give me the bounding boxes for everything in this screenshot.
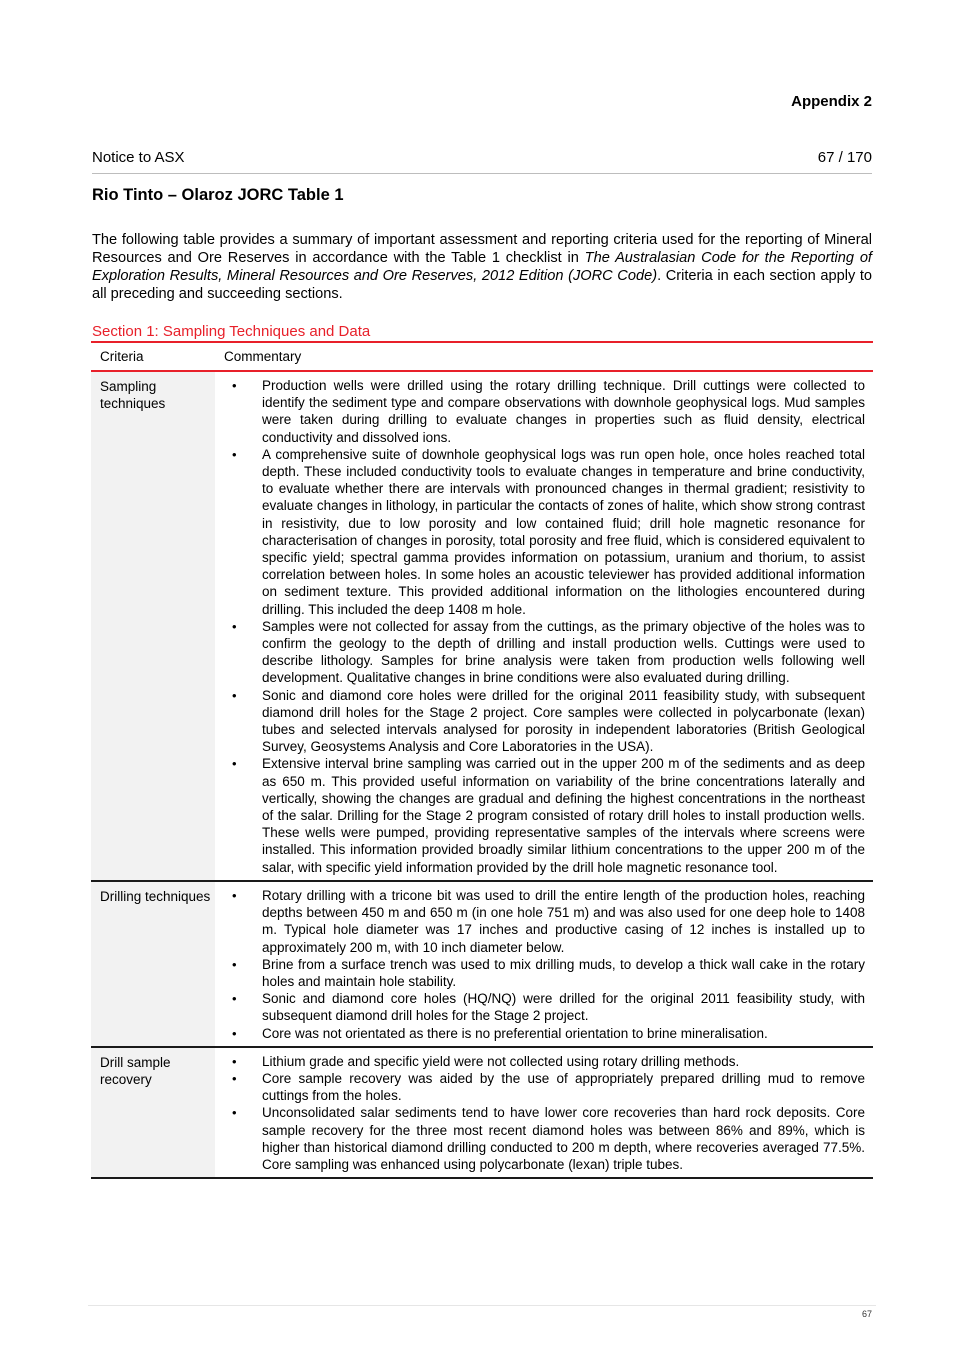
- header-divider: [92, 173, 872, 174]
- bullet-item: • Core sample recovery was aided by the use of appropriately prepared drilling mud to remove cuttings from the holes.: [215, 1070, 865, 1104]
- bullet-item: • Lithium grade and specific yield were not collected using rotary drilling methods.: [215, 1053, 865, 1070]
- bullet-item: • Core was not orientated as there is no preferential orientation to brine mineralisation.: [215, 1025, 865, 1042]
- table-row-drill-sample-recovery: [91, 1048, 873, 1179]
- bullet-item: • Unconsolidated salar sediments tend to have lower core recoveries than hard rock deposits. Core sample recovery for the three most recent diamond holes was between 86% and 89%, which is higher than historical diamond drilling conducted to 200 m depth, where recoveries averaged 77.5%. Core sampling was enhanced using polycarbonate (lexan) triple tubes.: [215, 1104, 865, 1173]
- table-row-drilling-techniques: [91, 882, 873, 1048]
- bullet-item: • Rotary drilling with a tricone bit was used to drill the entire length of the production holes, reaching depths between 450 m and 650 m (in one hole 751 m) and was also used for one deep hole to 1408 m. Typical hole diameter was 17 inches and productive casing of 12 inches is installed up to approximately 200 m, with 10 inch diameter below.: [215, 887, 865, 956]
- header-criteria: Criteria: [100, 349, 144, 364]
- criteria-table: [91, 341, 873, 1179]
- criteria-cell: Sampling techniques: [91, 372, 215, 880]
- header-notice: Notice to ASX: [92, 149, 185, 166]
- criteria-cell: Drilling techniques: [91, 882, 215, 1046]
- intro-text-2: . Criteria in each section apply to all preceding and succeeding sections.: [92, 268, 873, 302]
- intro-code-title: The Australasian Code for the Reporting of Exploration Results, Mineral Resources and Ore Reserves, 2012 Edition (JORC Code): [92, 250, 872, 284]
- section-title: Section 1: Sampling Techniques and Data: [92, 323, 371, 340]
- footer-divider: [88, 1305, 876, 1306]
- intro-paragraph: [92, 231, 872, 303]
- criteria-cell: Drill sample recovery: [91, 1048, 215, 1177]
- intro-text-1: The following table provides a summary of important assessment and reporting criteria used for the reporting of Mineral Resources and Ore Reserves in accordance with the Table 1 checklist in: [92, 232, 872, 266]
- bullet-item: • Sonic and diamond core holes (HQ/NQ) were drilled for the original 2011 feasibility study, with subsequent diamond drill holes for the Stage 2 project.: [215, 990, 865, 1024]
- header-page-count: 67 / 170: [817, 149, 872, 166]
- bullet-item: • Production wells were drilled using the rotary drilling technique. Drill cuttings were collected to identify the sediment type and compare observations with downhole geophysical logs. Mud samples were taken during drilling to evaluate changes in properties such as fluid density, electrical conductivity and dissolved ions.: [215, 377, 865, 446]
- bullet-item: • A comprehensive suite of downhole geophysical logs was run open hole, once holes reached total depth. These included conductivity tools to evaluate changes in temperature and brine conductivity, to evaluate whether there are intervals with pronounced changes in thermal gradient; resistivity to evaluate changes in lithology, in particular the contacts of zones of halite, which show strong contrast in resistivity, due to low porosity and low contained fluid; drill hole magnetic resonance for characterisation of changes in porosity, total porosity and free fluid, which is considered equivalent to specific yield; spectral gamma provides information on potassium, uranium and thorium, to assist correlation between holes. In some holes an acoustic televiewer has provided additional information on sediment texture. This provided additional information on the lithologies encountered during drilling. This included the deep 1408 m hole.: [215, 446, 865, 618]
- commentary-cell: [215, 882, 873, 1046]
- commentary-cell: [215, 1048, 873, 1177]
- appendix-label: Appendix 2: [791, 93, 872, 110]
- table-header: [91, 343, 873, 372]
- bullet-item: • Sonic and diamond core holes were drilled for the original 2011 feasibility study, with subsequent diamond drill holes for the Stage 2 project. Core samples were collected in polycarbonate (lexan) tubes and selected intervals analysed for porosity in independent laboratories (British Geological Survey, Geosystems Analysis and Core Laboratories in the USA).: [215, 687, 865, 756]
- header-commentary: Commentary: [224, 349, 302, 364]
- bullet-item: • Samples were not collected for assay from the cuttings, as the primary objective of the holes was to confirm the geology to the depth of drilling and install production wells. Cuttings were used to describe lithology. Samples for brine analysis were taken from production wells following well development. Qualitative changes in brine conditions were also evaluated during drilling.: [215, 618, 865, 687]
- table-row-sampling-techniques: [91, 372, 873, 882]
- page-title: Rio Tinto – Olaroz JORC Table 1: [92, 186, 344, 204]
- commentary-cell: [215, 372, 873, 880]
- bullet-item: • Brine from a surface trench was used to mix drilling muds, to develop a thick wall cake in the rotary holes and maintain hole stability.: [215, 956, 865, 990]
- bullet-item: • Extensive interval brine sampling was carried out in the upper 200 m of the sediments and as deep as 650 m. This provided useful information on variability of the brine concentrations laterally and vertically, showing the changes are gradual and defining the highest concentrations in the northeast of the salar. Drilling for the Stage 2 program consisted of rotary drill holes to install production wells. These wells were pumped, providing representative samples of the intervals where screens were installed. This information provided broadly similar lithium concentrations to the upper 200 m of the salar, with specific yield information provided by the drill hole magnetic resonance tool.: [215, 755, 865, 875]
- document-header: [92, 149, 872, 166]
- page-number: 67: [861, 1309, 872, 1319]
